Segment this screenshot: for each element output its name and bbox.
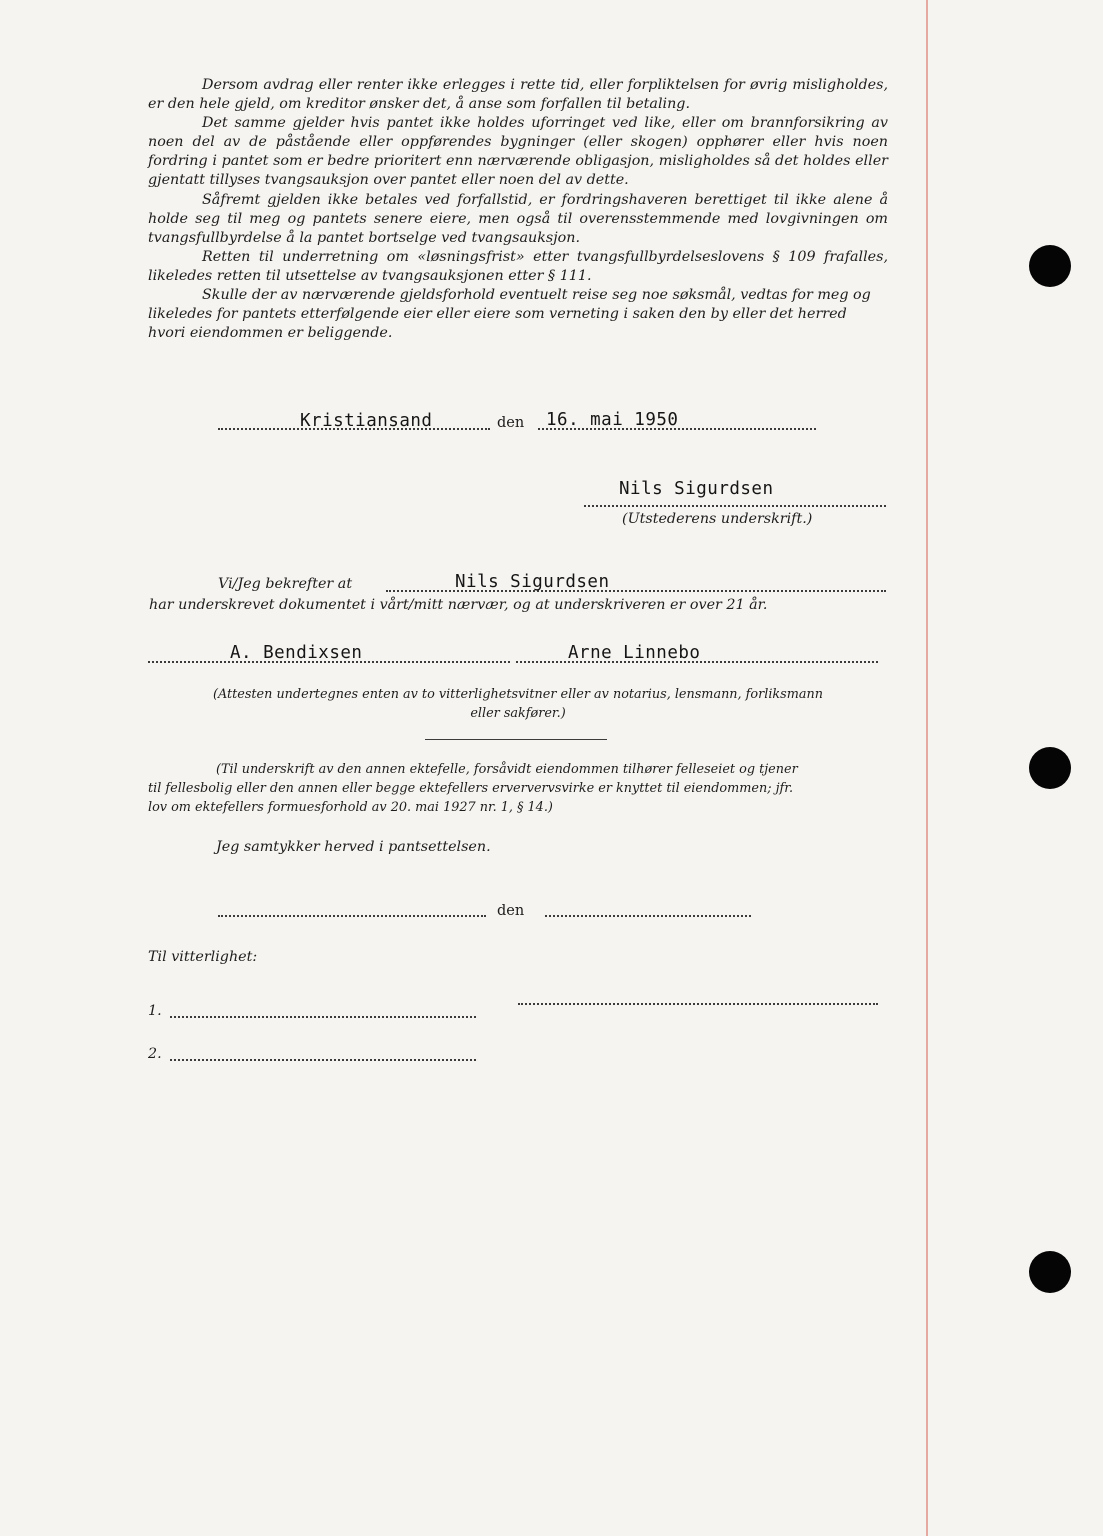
confirmation-prefix: Vi/Jeg bekrefter at [218,576,353,592]
confirmation-statement: har underskrevet dokumentet i vårt/mitt nærvær, og at underskriveren er over 21 år. [149,597,768,613]
issuer-signature-line [584,505,886,507]
terms-paragraph-notice: Retten til underretning om «løsningsfrist» etter tvangsfullbyrdelseslovens § 109 frafalles, likeledes retten til utsettelse av tvangsauksjonen etter § 111. [148,248,888,284]
terms-paragraph-due: Såfremt gjelden ikke betales ved forfallstid, er fordringshaveren berettiget til ikke alene å holde seg til meg og pantets senere eiere, men også til overensstemmende med lovgivningen om tvangsfullbyrdelse å la pantet bortselge ved tvangsauksjon. [148,191,888,246]
witness-note [148,685,888,723]
terms-paragraph-venue: Skulle der av nærværende gjeldsforhold eventuelt reise seg noe søksmål, vedtas for meg og likeledes for pantets etterfølgende eier eller eiere som verneting i saken den by eller det herred hvori eiendommen er beliggende. [148,287,871,342]
witness-note-line1: (Attesten undertegnes enten av to vitterlighetsvitner eller av notarius, lensmann, forliksmann [212,687,823,702]
attest-line-2 [170,1059,476,1061]
punch-hole [1029,747,1071,789]
place-value: Kristiansand [300,411,433,431]
witness2-signature: Arne Linnebo [568,643,701,663]
spouse-note-line2: til fellesbolig eller den annen eller begge ektefellers erververvsvirke er knyttet til eiendommen; jfr. [148,781,794,796]
consent-text: Jeg samtykker herved i pantsettelsen. [216,839,491,855]
attest-number-2: 2. [148,1046,162,1062]
punch-hole [1029,1251,1071,1293]
spouse-note [148,760,888,817]
consent-den-label: den [497,903,525,919]
attest-line-1 [170,1016,476,1018]
issuer-signature: Nils Sigurdsen [619,479,774,499]
margin-rule [926,0,928,1536]
witness1-signature: A. Bendixsen [230,643,363,663]
den-label: den [497,415,525,431]
spouse-signature-line [518,1003,878,1005]
date-value: 16. mai 1950 [546,410,679,430]
spouse-note-line3: lov om ektefellers formuesforhold av 20. mai 1927 nr. 1, § 14.) [148,800,553,815]
witness-note-line2: eller sakfører.) [470,706,566,721]
spouse-note-line1: (Til underskrift av den annen ektefelle, forsåvidt eiendommen tilhører felleseiet og tjener [216,762,798,777]
section-divider [425,739,607,740]
terms-paragraph-insurance: Det samme gjelder hvis pantet ikke holdes uforringet ved like, eller om brannforsikring av noen del av de påstående eller oppførendes bygninger (eller skogen) opphører eller hvis noen fordring i pantet som er bedre prioritert enn nærværende obligasjon, misligholdes så det holdes eller gjentatt tillyses tvangsauksjon over pantet eller noen del av dette. [148,115,888,189]
terms-paragraph-default: Dersom avdrag eller renter ikke erlegges i rette tid, eller forpliktelsen for øvrig misligholdes, er den hele gjeld, om kreditor ønsker det, å anse som forfallen til betaling. [148,77,888,113]
attest-label: Til vitterlighet: [148,949,258,965]
consent-place-line [218,915,486,917]
issuer-caption: (Utstederens underskrift.) [622,511,813,527]
punch-hole [1029,245,1071,287]
consent-date-line [545,915,751,917]
terms-text [148,76,888,343]
confirmation-name: Nils Sigurdsen [455,572,610,592]
attest-number-1: 1. [148,1003,162,1019]
